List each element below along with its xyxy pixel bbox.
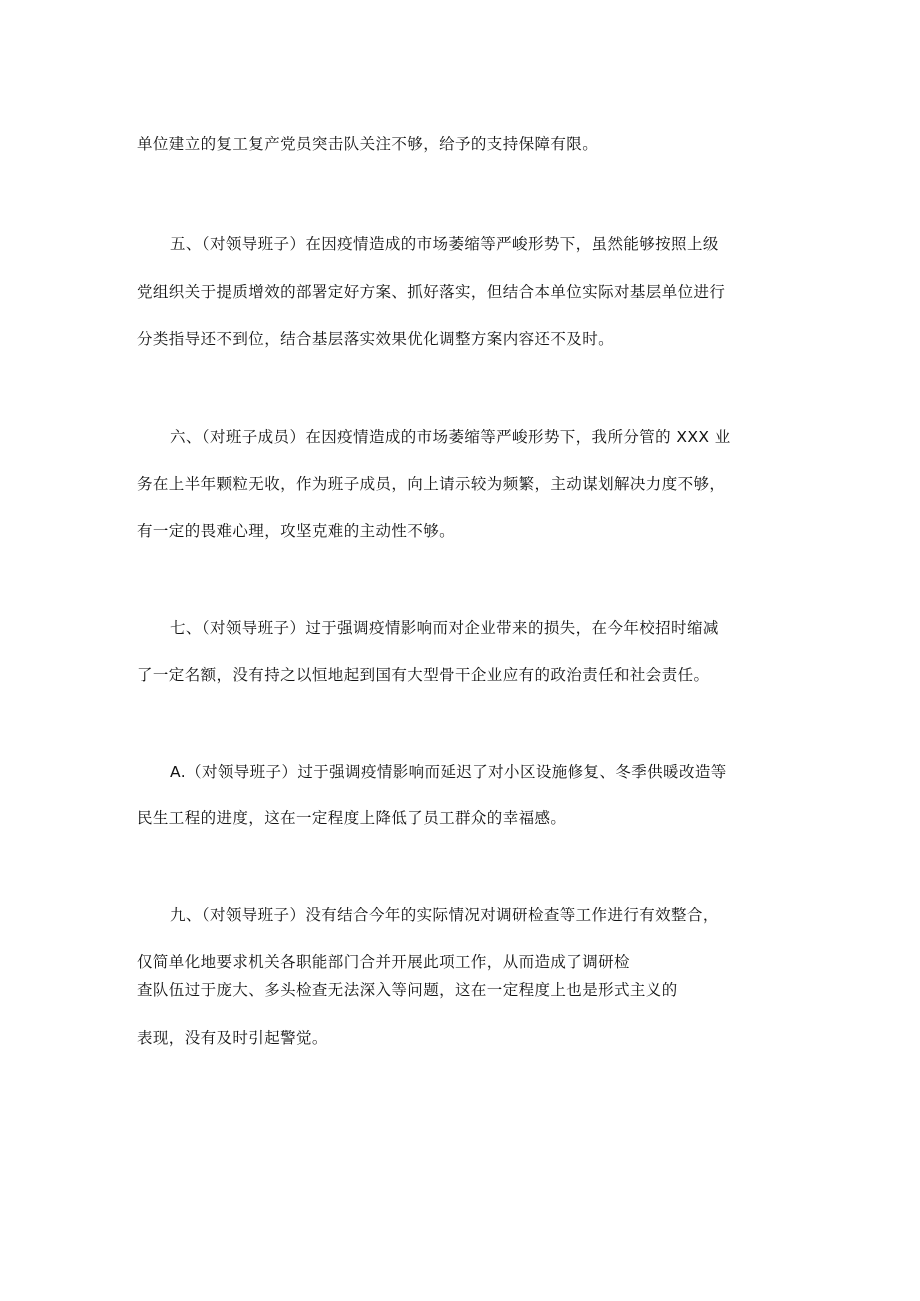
- text-line: 查队伍过于庞大、多头检查无法深入等问题，这在一定程度上也是形式主义的: [137, 981, 678, 999]
- text-line: 了一定名额，没有持之以恒地起到国有大型骨干企业应有的政治责任和社会责任。: [137, 666, 710, 684]
- text-line: 单位建立的复工复产党员突击队关注不够，给予的支持保障有限。: [137, 135, 599, 153]
- paragraph-6-first-line: 六、（对班子成员）在因疫情造成的市场萎缩等严峻形势下，我所分管的 XXX 业: [170, 428, 731, 446]
- paragraph-5-first-line: 五、（对领导班子）在因疫情造成的市场萎缩等严峻形势下，虽然能够按照上级: [170, 235, 719, 253]
- text-line: 分类指导还不到位，结合基层落实效果优化调整方案内容还不及时。: [137, 330, 615, 348]
- paragraph-9-first-line: 九、（对领导班子）没有结合今年的实际情况对调研检查等工作进行有效整合，: [170, 906, 719, 924]
- paragraph-8-first-line: A.（对领导班子）过于强调疫情影响而延迟了对小区设施修复、冬季供暖改造等: [170, 763, 727, 781]
- text-line: 有一定的畏难心理，攻坚克难的主动性不够。: [137, 522, 456, 540]
- text-line: 表现，没有及时引起警觉。: [137, 1029, 328, 1047]
- text-line: 仅简单化地要求机关各职能部门合并开展此项工作，从而造成了调研检: [137, 953, 630, 971]
- text-line: 务在上半年颗粒无收，作为班子成员，向上请示较为频繁，主动谋划解决力度不够，: [137, 475, 726, 493]
- text-line: 民生工程的进度，这在一定程度上降低了员工群众的幸福感。: [137, 809, 567, 827]
- text-line: 党组织关于提质增效的部署定好方案、抓好落实，但结合本单位实际对基层单位进行: [137, 283, 726, 301]
- paragraph-7-first-line: 七、（对领导班子）过于强调疫情影响而对企业带来的损失，在今年校招时缩减: [170, 619, 719, 637]
